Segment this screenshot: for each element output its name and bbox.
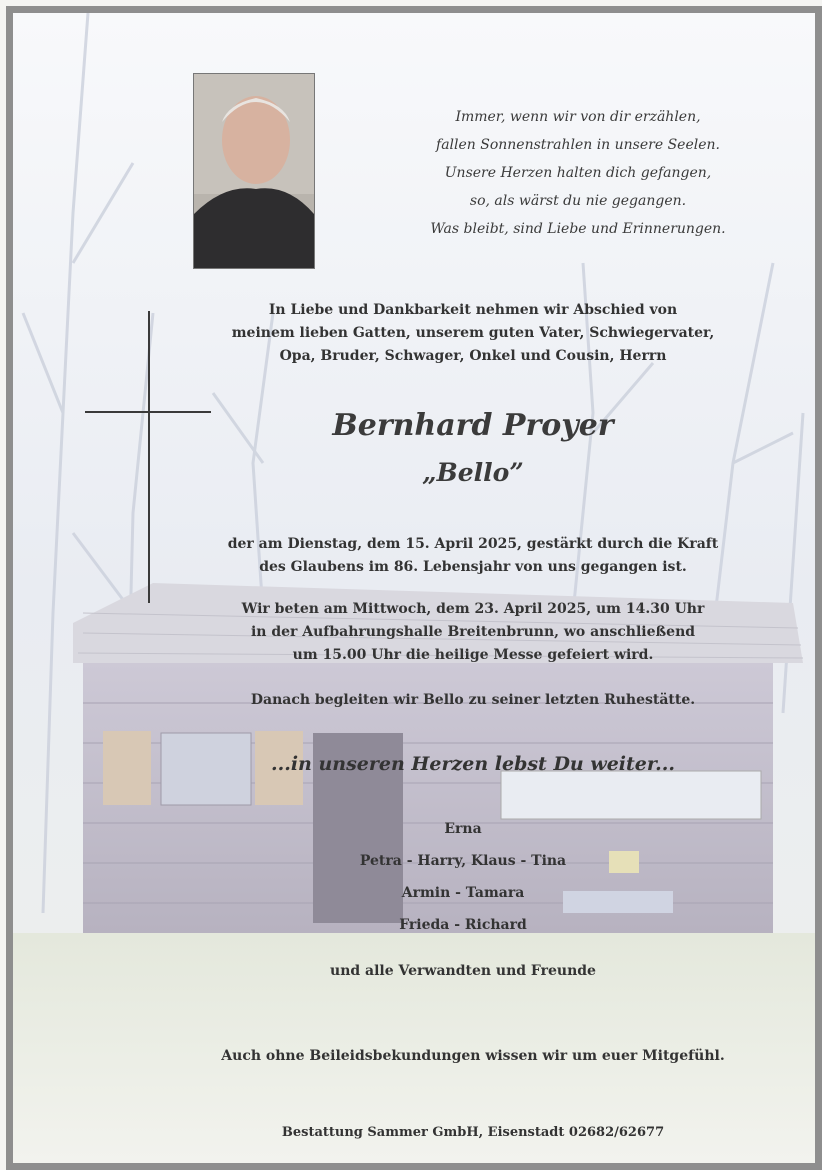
poem-line: Immer, wenn wir von dir erzählen, [455, 109, 701, 125]
poem-line: Was bleibt, sind Liebe und Erinnerungen. [430, 221, 726, 237]
deceased-name: Bernhard Proyer [332, 408, 614, 443]
relatives-line: und alle Verwandten und Freunde [330, 963, 596, 979]
poem-line: so, als wärst du nie gegangen. [469, 193, 687, 209]
farewell-intro [173, 299, 773, 368]
funeral-home-footer: Bestattung Sammer GmbH, Eisenstadt 02682/62677 [281, 1125, 665, 1140]
intro-line: Opa, Bruder, Schwager, Onkel und Cousin, Herrn [279, 348, 667, 364]
service-line: um 15.00 Uhr die heilige Messe gefeiert wird. [292, 647, 654, 663]
memorial-poem [383, 103, 773, 243]
poem-line: fallen Sonnenstrahlen in unsere Seelen. [436, 137, 720, 153]
death-line: des Glaubens im 86. Lebensjahr von uns gegangen ist. [259, 559, 687, 575]
burial-note: Danach begleiten wir Bello zu seiner letzten Ruhestätte. [250, 692, 696, 708]
page-frame [6, 6, 822, 1170]
poem-line: Unsere Herzen halten dich gefangen, [444, 165, 712, 181]
service-line: Wir beten am Mittwoch, dem 23. April 2025, um 14.30 Uhr [241, 601, 705, 617]
family-member: Erna [444, 821, 482, 837]
family-member: Frieda - Richard [399, 917, 527, 933]
deceased-nickname: „Bello” [422, 458, 524, 487]
service-details [173, 598, 773, 667]
family-member: Armin - Tamara [401, 885, 525, 901]
intro-line: meinem lieben Gatten, unserem guten Vater, Schwiegervater, [231, 325, 715, 341]
cross-icon [148, 311, 150, 603]
death-line: der am Dienstag, dem 15. April 2025, gestärkt durch die Kraft [227, 536, 719, 552]
family-member: Petra - Harry, Klaus - Tina [359, 853, 567, 869]
intro-line: In Liebe und Dankbarkeit nehmen wir Abschied von [268, 302, 678, 318]
death-notice [173, 533, 773, 579]
obituary-content [13, 13, 815, 1163]
condolence-note: Auch ohne Beileidsbekundungen wissen wir um euer Mitgefühl. [221, 1048, 725, 1064]
service-line: in der Aufbahrungshalle Breitenbrunn, wo anschließend [250, 624, 696, 640]
portrait-photo [193, 73, 315, 269]
memorial-motto: ...in unseren Herzen lebst Du weiter... [270, 753, 675, 775]
